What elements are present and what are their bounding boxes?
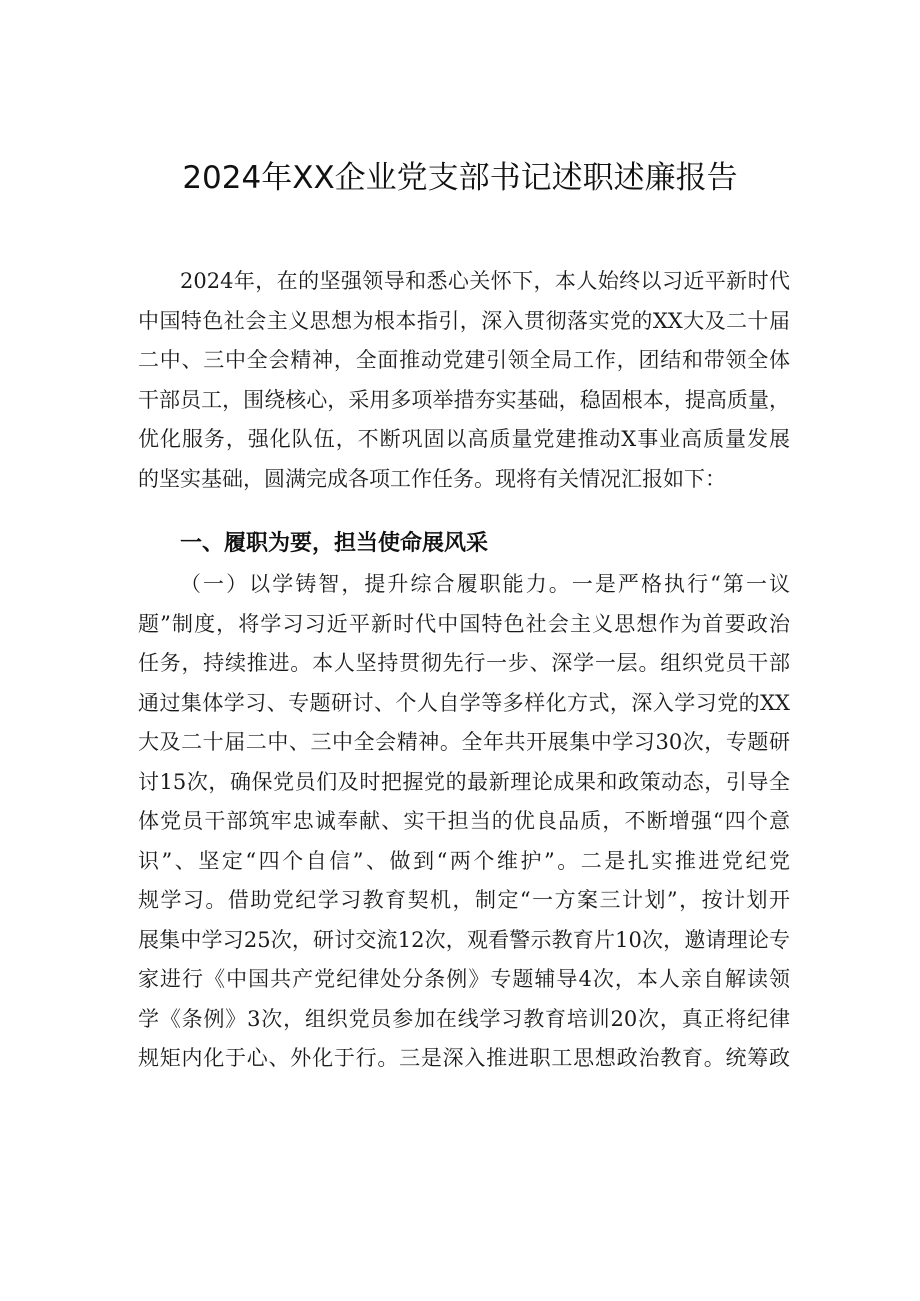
paragraph-line: （一）以学铸智，提升综合履职能力。一是严格执行“第一议	[180, 572, 790, 596]
paragraph-line: 体党员干部筑牢忠诚奉献、实干担当的优良品质，不断增强“四个意	[138, 809, 790, 833]
paragraph-line: 规矩内化于心、外化于行。三是深入推进职工思想政治教育。统筹政	[138, 1046, 790, 1070]
paragraph-line: 大及二十届二中、三中全会精神。全年共开展集中学习30次，专题研	[138, 730, 790, 754]
paragraph-line: 学《条例》3次，组织党员参加在线学习教育培训20次，真正将纪律	[138, 1006, 790, 1031]
paragraph-line: 展集中学习25次，研讨交流12次，观看警示教育片10次，邀请理论专	[138, 927, 790, 952]
document-title: 2024年XX企业党支部书记述职述廉报告	[182, 160, 738, 196]
paragraph-line: 家进行《中国共产党纪律处分条例》专题辅导4次，本人亲自解读领	[138, 967, 790, 991]
intro-paragraph	[138, 262, 790, 499]
paragraph-line: 任务，持续推进。本人坚持贯彻先行一步、深学一层。组织党员干部	[138, 651, 790, 675]
paragraph-line: 通过集体学习、专题研讨、个人自学等多样化方式，深入学习党的XX	[138, 690, 790, 715]
paragraph-line: 优化服务，强化队伍，不断巩固以高质量党建推动X事业高质量发展	[138, 427, 790, 451]
paragraph-line: 中国特色社会主义思想为根本指引，深入贯彻落实党的XX大及二十届	[138, 308, 790, 333]
paragraph-line: 识”、坚定“四个自信”、做到“两个维护”。二是扎实推进党纪党	[138, 848, 790, 873]
paragraph-line: 的坚实基础，圆满完成各项工作任务。现将有关情况汇报如下：	[138, 466, 726, 491]
paragraph-line: 讨15次，确保党员们及时把握党的最新理论成果和政策动态，引导全	[138, 769, 790, 794]
section-heading-1: 一、履职为要，担当使命展风采	[180, 531, 489, 556]
paragraph-line: 干部员工，围绕核心，采用多项举措夯实基础，稳固根本，提高质量，	[138, 387, 790, 412]
paragraph-line: 规学习。借助党纪学习教育契机，制定“一方案三计划”，按计划开	[138, 888, 790, 912]
paragraph-line: 题”制度，将学习习近平新时代中国特色社会主义思想作为首要政治	[138, 611, 790, 636]
subsection-1-paragraph	[138, 565, 790, 1079]
paragraph-line: 2024年，在的坚强领导和悉心关怀下，本人始终以习近平新时代	[180, 269, 790, 293]
paragraph-line: 二中、三中全会精神，全面推动党建引领全局工作，团结和带领全体	[138, 348, 790, 372]
